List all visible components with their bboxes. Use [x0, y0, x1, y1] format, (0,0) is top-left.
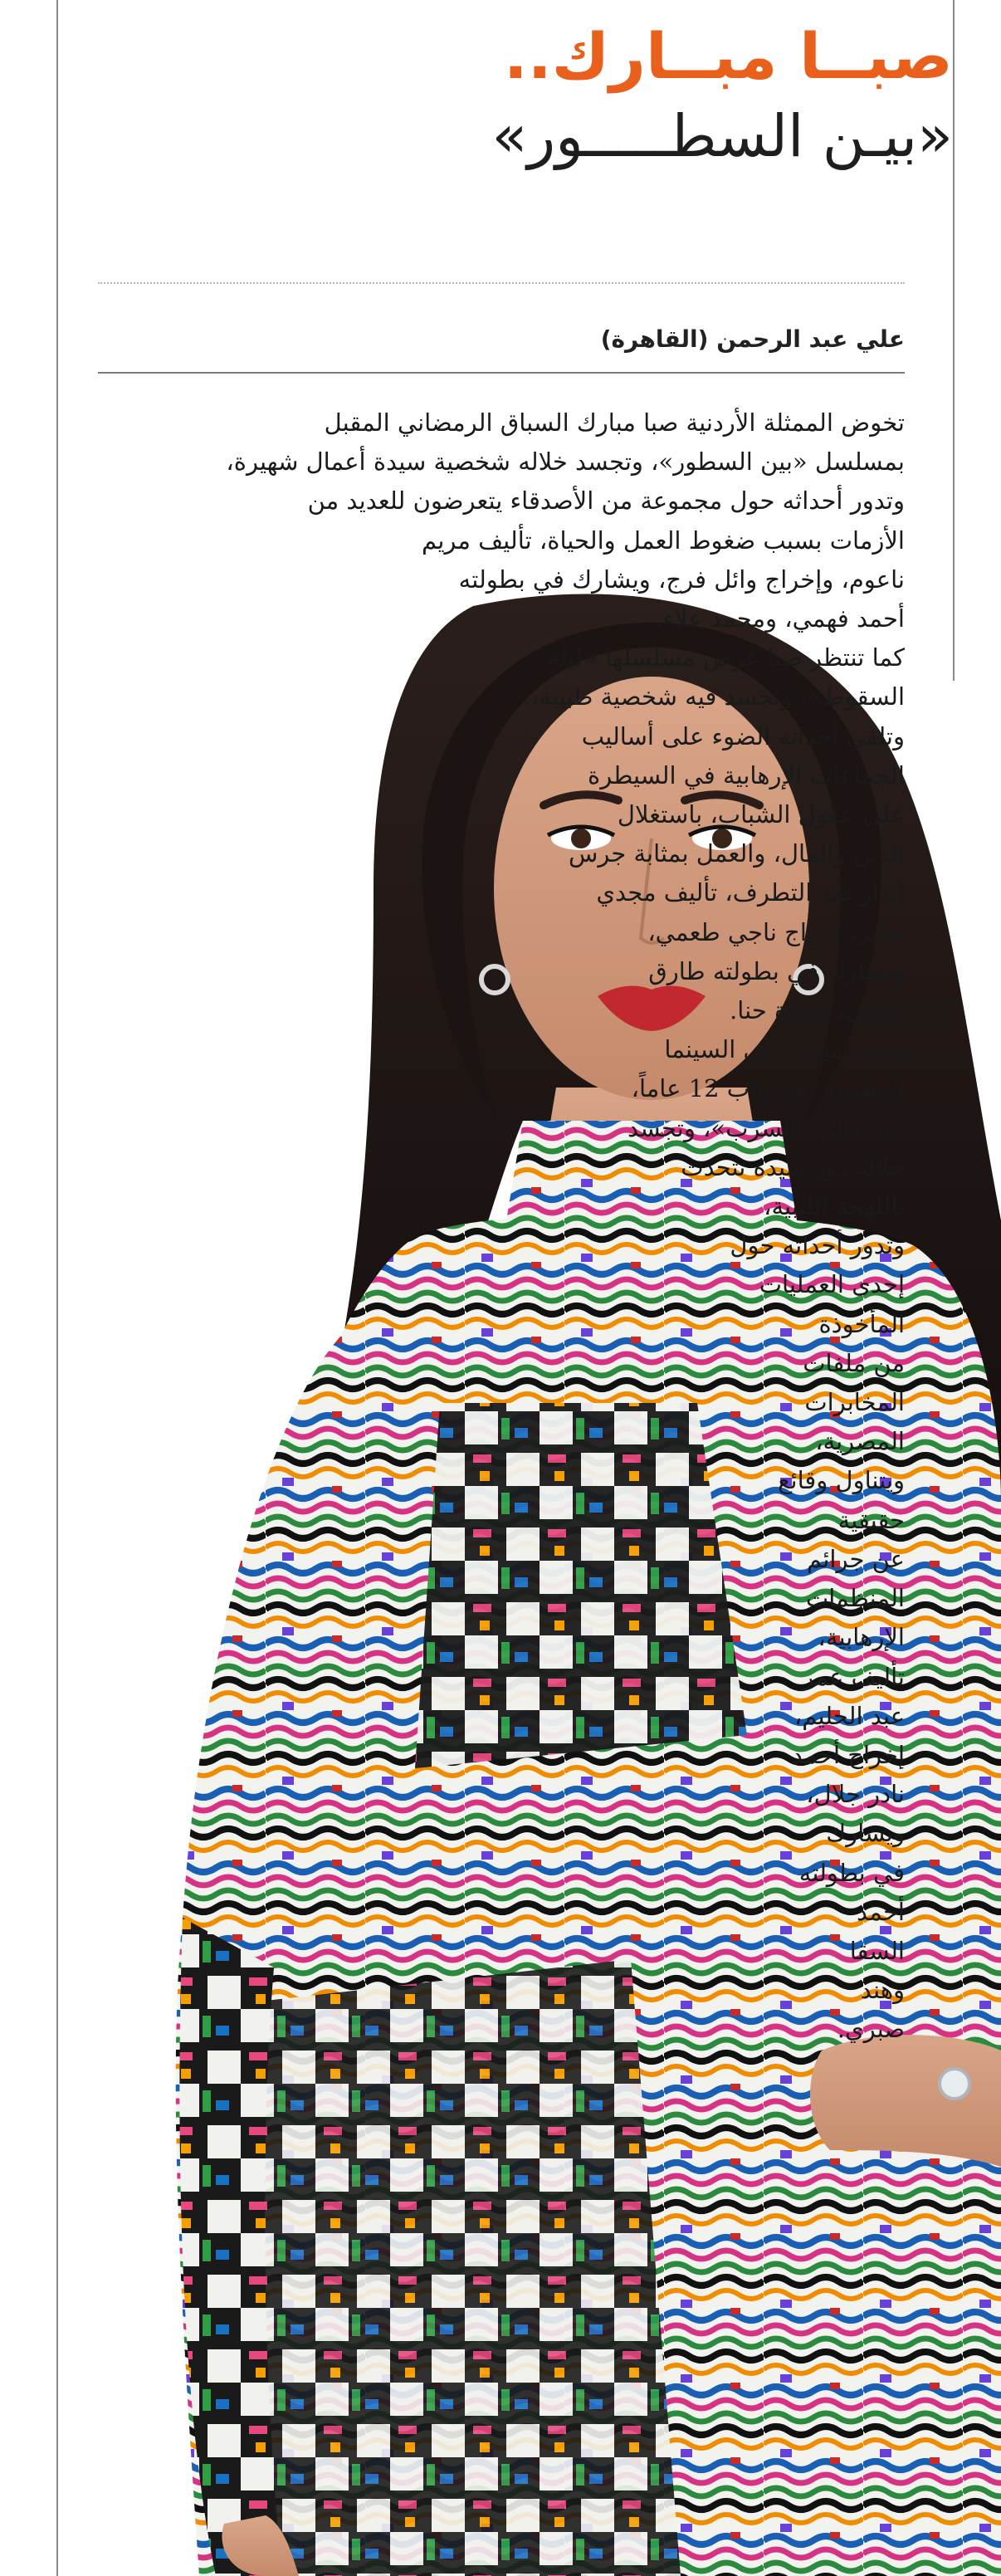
article-line: الإرهابية، — [818, 1623, 905, 1652]
article-line: المنظمات — [805, 1584, 905, 1613]
article-line: وتدور أحداثه حول مجموعة من الأصدقاء يتعرضون للعديد من — [307, 486, 905, 516]
article-line: عبر فيلم «السرب»، وتجسد — [627, 1113, 905, 1142]
article-line: المخابرات — [804, 1388, 905, 1417]
article-line: المأخوذة — [818, 1309, 905, 1338]
article-line: وهند — [860, 1976, 905, 2005]
article-line: ويتناول وقائع — [778, 1466, 905, 1495]
article-line: عن جرائم — [807, 1544, 905, 1573]
dotted-divider — [98, 282, 905, 284]
article-line: ناعوم، وإخراج وائل فرج، ويشارك في بطولته — [458, 565, 905, 594]
article-line: تخوض الممثلة الأردنية صبا مبارك السباق الرمضاني المقبل — [324, 408, 905, 437]
article-line: السقا — [849, 1936, 905, 1965]
article-line: حقيقية — [837, 1505, 905, 1534]
headline-name: صبــا مبــارك.. — [503, 19, 953, 93]
article-line: نادر جلال، — [806, 1780, 905, 1809]
article-line: صابر، إخراج ناجي طعمي، — [647, 917, 905, 946]
article-line: صبري. — [837, 2015, 905, 2044]
article-line: تأليف عمر — [802, 1662, 905, 1691]
headline — [492, 17, 953, 176]
article-line: لطفي، وكندة حنا. — [730, 996, 905, 1025]
article-line: الدين والمال، والعمل بمثابة جرس — [568, 839, 905, 868]
article-line: المصرية بعد غياب 12 عاماً، — [631, 1074, 905, 1103]
byline-divider — [98, 372, 905, 374]
column-rule-left — [56, 0, 58, 2576]
article-line: ويشارك في بطولته طارق — [648, 956, 905, 985]
article-line: كما تنتظر صبا عرض مسلسلها «ليلة — [547, 643, 905, 672]
article-line: في بطولته — [798, 1858, 905, 1887]
article-line: إحدى العمليات — [759, 1270, 905, 1299]
article-line: المصرية، — [815, 1427, 905, 1456]
article-line: خلاله دور سيدة تتحدث — [681, 1152, 905, 1181]
article-line: وتدور أحداثه حول — [730, 1231, 905, 1260]
article-line: إخراج أحمد — [792, 1740, 905, 1769]
article-text — [98, 403, 905, 2050]
byline: علي عبد الرحمن (القاهرة) — [600, 325, 905, 353]
column-rule-right — [953, 0, 955, 681]
article-line: باللهجة الليبية، — [764, 1192, 905, 1221]
article-line: بمسلسل «بين السطور»، وتجسد خلاله شخصية سيدة أعمال شهيرة، — [226, 447, 905, 477]
article-line: الجماعات الإرهابية في السيطرة — [588, 760, 905, 789]
article-line: وتعود مبارك إلى السينما — [664, 1035, 905, 1064]
article-line: أحمد — [857, 1897, 905, 1926]
article-line: ويشارك — [826, 1819, 905, 1848]
article-line: وتلقي أحداثه الضوء على أساليب — [581, 721, 905, 750]
article-body — [98, 403, 905, 2050]
article-line: على عقول الشباب، باستغلال — [617, 800, 905, 829]
article-line: من ملفات — [803, 1348, 905, 1377]
headline-series: «بيـن السطـــــور» — [491, 102, 953, 170]
article-line: أحمد فهمي، ومحمد علاء. — [655, 604, 905, 633]
article-line: عبد الحليم، — [793, 1701, 905, 1730]
article-line: السقوط»، وتجسد فيه شخصية طبيبة، — [531, 682, 905, 711]
article-line: الأزمات بسبب ضغوط العمل والحياة، تأليف مريم — [422, 525, 905, 555]
article-line: إنذار ضد التطرف، تأليف مجدي — [596, 878, 905, 907]
